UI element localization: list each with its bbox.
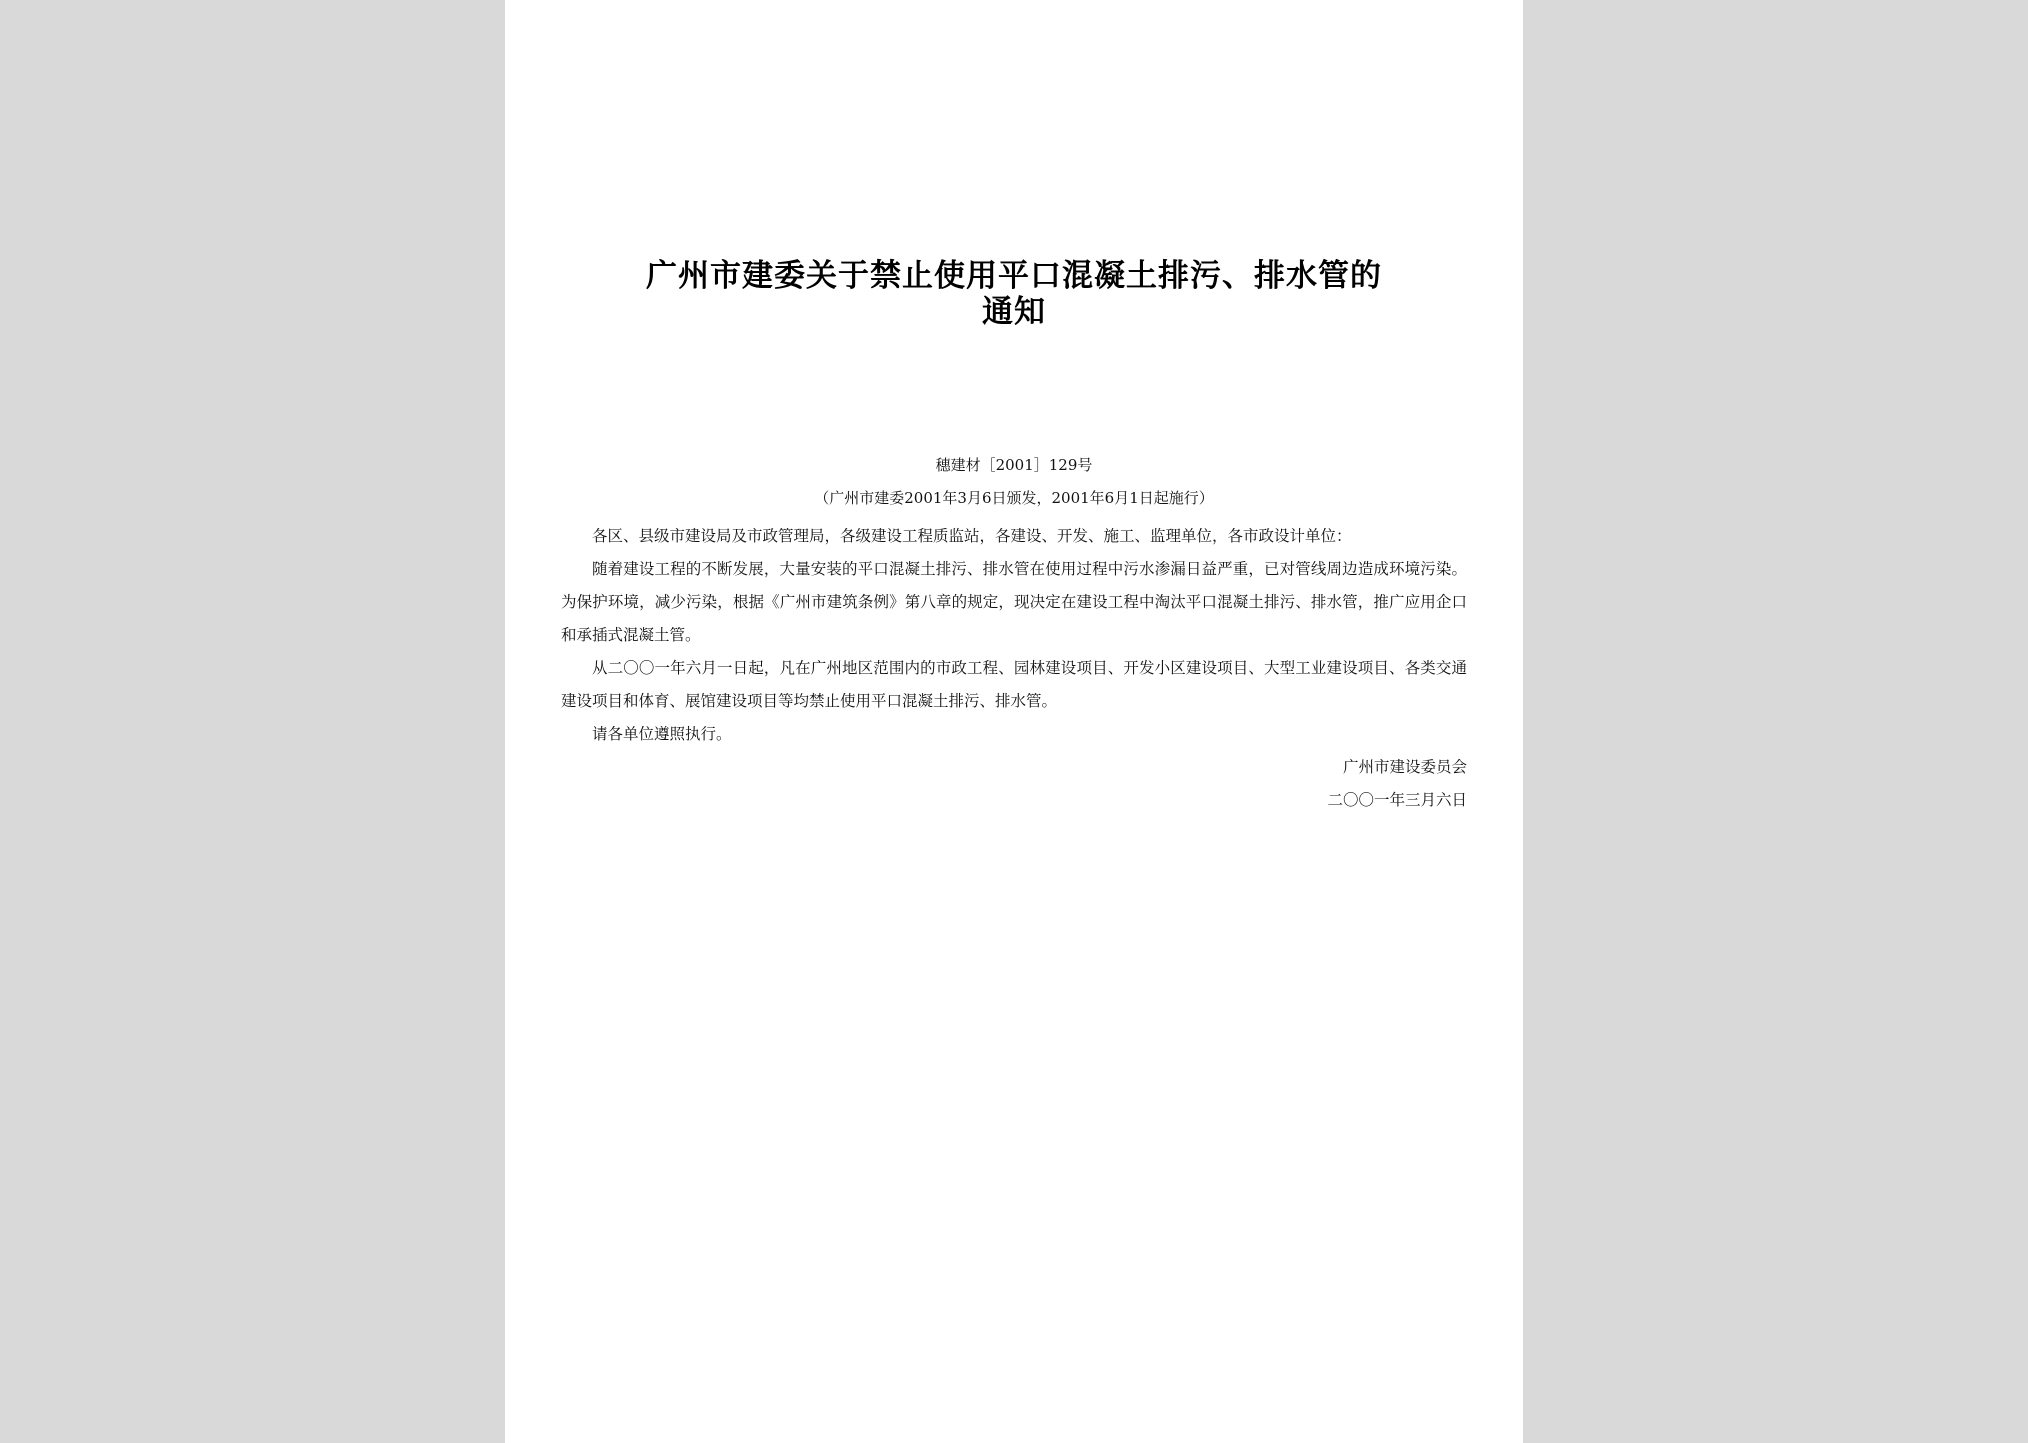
document-number: 穗建材［2001］129号 xyxy=(935,456,1093,474)
title-line-1: 广州市建委关于禁止使用平口混凝土排污、排水管的 xyxy=(646,258,1382,294)
issue-info: （广州市建委2001年3月6日颁发，2001年6月1日起施行） xyxy=(814,489,1214,507)
paragraph-addressees: 各区、县级市建设局及市政管理局，各级建设工程质监站，各建设、开发、施工、监理单位，各市政设计单位： xyxy=(592,527,1352,545)
document-page xyxy=(505,0,1523,1443)
document-title xyxy=(505,258,1523,330)
signature-date: 二〇〇一年三月六日 xyxy=(1327,791,1467,809)
signature-block xyxy=(1327,751,1467,817)
paragraph-prohibition: 从二〇〇一年六月一日起，凡在广州地区范围内的市政工程、园林建设项目、开发小区建设项目、大型工业建设项目、各类交通建设项目和体育、展馆建设项目等均禁止使用平口混凝土排污、排水管。 xyxy=(561,659,1467,710)
paragraph-instruction: 请各单位遵照执行。 xyxy=(592,725,732,743)
paragraph-background: 随着建设工程的不断发展，大量安装的平口混凝土排污、排水管在使用过程中污水渗漏日益严重，已对管线周边造成环境污染。为保护环境，减少污染，根据《广州市建筑条例》第八章的规定，现决定在建设工程中淘汰平口混凝土排污、排水管，推广应用企口和承插式混凝土管。 xyxy=(561,560,1467,644)
signature-organization: 广州市建设委员会 xyxy=(1342,758,1467,776)
document-body xyxy=(561,520,1467,751)
title-line-2: 通知 xyxy=(982,294,1046,330)
